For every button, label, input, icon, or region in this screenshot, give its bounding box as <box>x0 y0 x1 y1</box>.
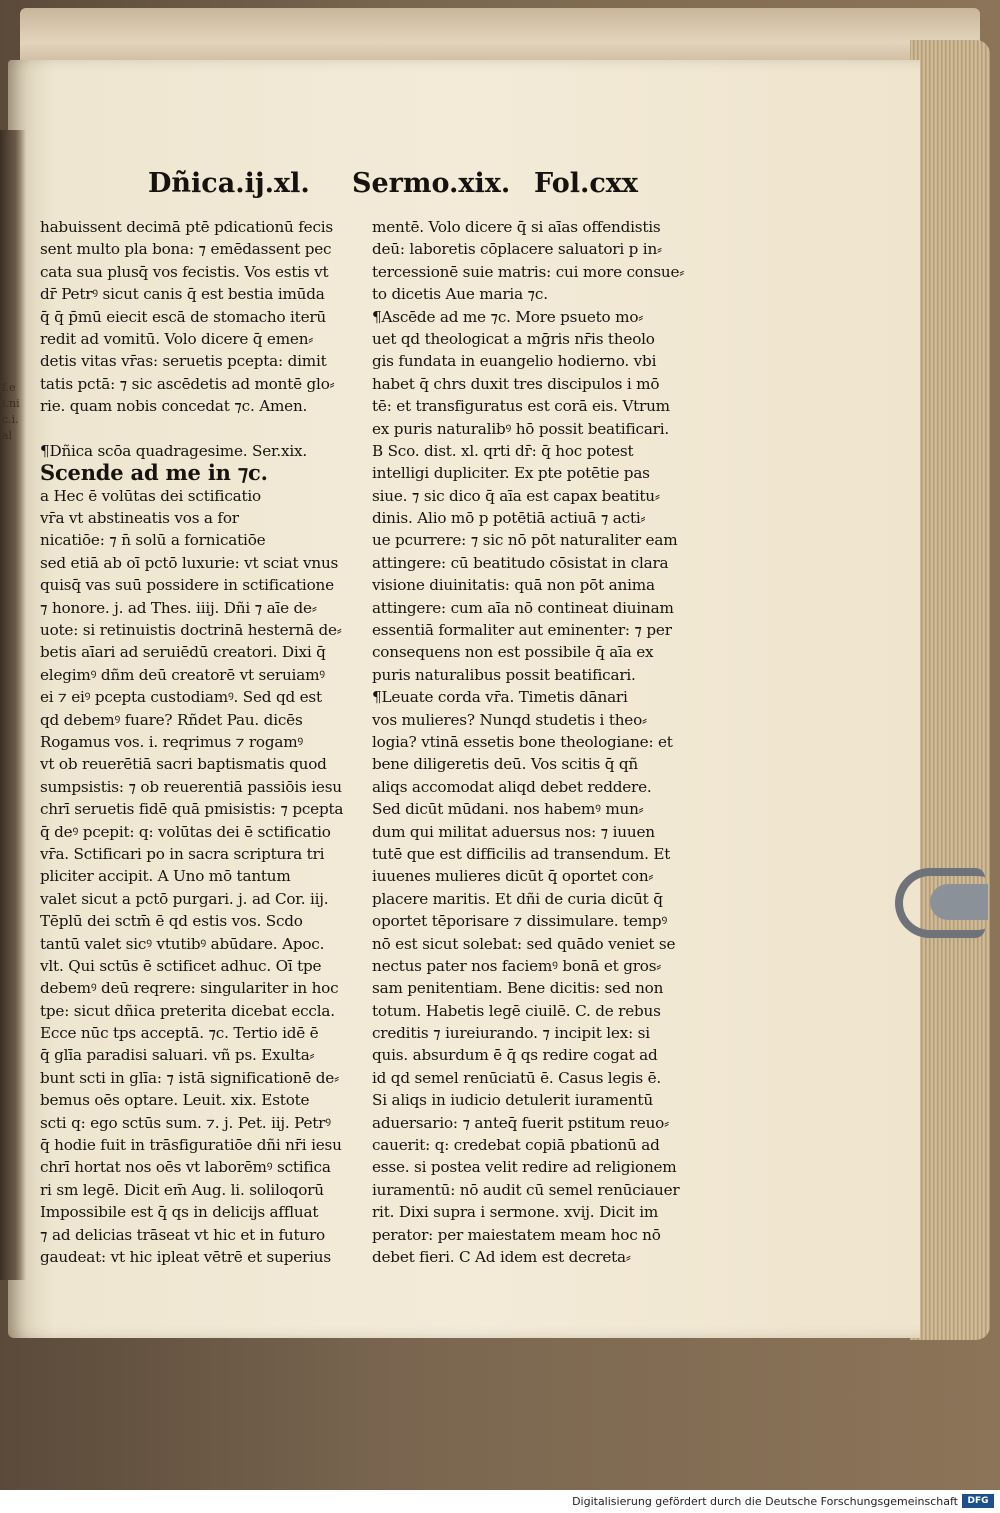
book-gutter <box>0 130 26 1280</box>
text-line: totum. Habetis legē ciuilē. C. de rebus <box>372 1001 661 1020</box>
text-line: puris naturalibus possit beatificari. <box>372 665 636 684</box>
text-line: consequens non est possibile q̄ aīa ex <box>372 643 654 662</box>
text-line: detis vitas vr̄as: seruetis pcepta: dimit <box>40 352 327 371</box>
text-line: Scende ad me in ⁊c. <box>40 462 268 485</box>
text-line: vt ob reuerētiā sacri baptismatis quod <box>40 755 327 774</box>
text-line: uet qd theologicat a mḡris nr̄is theolo <box>372 329 655 348</box>
gutter-text: f.ei.nic.i.al <box>2 381 20 442</box>
text-line: mentē. Volo dicere q̄ si aīas offendistis <box>372 218 661 236</box>
text-line: valet sicut a pctō purgari. j. ad Cor. iij. <box>40 889 329 908</box>
text-line: vr̄a vt abstineatis vos a for <box>40 509 239 528</box>
text-line: habuissent decimā ptē pdicationū fecis <box>40 218 334 236</box>
text-line: debemꝰ deū reqrere: singulariter in hoc <box>40 979 339 998</box>
text-line: q̄ glīa paradisi saluari. vñ ps. Exulta⸗ <box>40 1046 315 1065</box>
text-line: id qd semel renūciatū ē. Casus legis ē. <box>372 1068 662 1087</box>
text-line: quisq̄ vas suū possidere in sctificatione <box>40 576 334 595</box>
text-line: placere maritis. Et dñi de curia dicūt q̄ <box>372 889 663 908</box>
text-line: ei ⁊ eiꝰ pcepta custodiamꝰ. Sed qd est <box>40 688 322 707</box>
text-line: dum qui militat aduersus nos: ⁊ iuuen <box>372 822 655 841</box>
text-line: attingere: cum aīa nō contineat diuinam <box>372 598 674 617</box>
text-line: vos mulieres? Nunqd studetis i theo⸗ <box>372 710 647 729</box>
text-line: cauerit: q: credebat copiā pbationū ad <box>372 1136 660 1155</box>
text-line: debet fieri. C Ad idem est decreta⸗ <box>372 1247 631 1266</box>
text-line: rit. Dixi supra i sermone. xvij. Dicit im <box>372 1203 659 1222</box>
text-line: pliciter accipit. A Uno mō tantum <box>40 867 291 886</box>
text-line: Sed dicūt mūdani. nos habemꝰ mun⸗ <box>372 800 644 819</box>
text-line: q̄ hodie fuit in trāsfiguratiōe dñi nr̄i iesu <box>40 1136 342 1155</box>
text-line: chrī hortat nos oēs vt laborēmꝰ sctifica <box>40 1158 331 1177</box>
text-line: Impossibile est q̄ qs in delicijs affluat <box>40 1203 319 1222</box>
text-line: nectus pater nos faciemꝰ bonā et gros⸗ <box>372 956 662 975</box>
text-line: chrī seruetis fidē quā pmisistis: ⁊ pcepta <box>40 800 344 819</box>
text-line: esse. si postea velit redire ad religionem <box>372 1158 677 1177</box>
text-line: sumpsistis: ⁊ ob reuerentiā passiōis iesu <box>40 777 342 796</box>
text-line: tatis pctā: ⁊ sic ascēdetis ad montē glo⸗ <box>40 374 335 393</box>
book-top-edge <box>20 8 980 66</box>
text-line: perator: per maiestatem meam hoc nō <box>372 1225 661 1244</box>
text-line <box>40 418 370 440</box>
text-line: rie. quam nobis concedat ⁊c. Amen. <box>40 397 308 416</box>
text-line: betis aīari ad seruiēdū creatori. Dixi q̄ <box>40 643 326 662</box>
text-line: tercessionē suie matris: cui more consue⸗ <box>372 262 685 281</box>
text-line: sam penitentiam. Bene dicitis: sed non <box>372 979 664 998</box>
text-line: essentiā formaliter aut eminenter: ⁊ per <box>372 621 672 640</box>
text-line: vlt. Qui sctūs ē sctificet adhuc. Oī tpe <box>40 956 322 975</box>
footer-credit: Digitalisierung gefördert durch die Deutsche Forschungsgemeinschaft <box>572 1495 958 1508</box>
text-line: ¶Ascēde ad me ⁊c. More psueto mo⸗ <box>372 307 644 326</box>
text-line: sent multo pla bona: ⁊ emēdassent pec <box>40 240 332 259</box>
text-line: cata sua plusq̄ vos fecistis. Vos estis vt <box>40 262 329 281</box>
text-line: iuuenes mulieres dicūt q̄ oportet con⸗ <box>372 867 654 886</box>
text-line: aduersario: ⁊ anteq̄ fuerit pstitum reuo⸗ <box>372 1113 669 1132</box>
text-line: sed etiā ab oī pctō luxurie: vt sciat vnus <box>40 553 339 572</box>
dfg-logo: DFG <box>962 1494 994 1508</box>
text-line: quis. absurdum ē q̄ qs redire cogat ad <box>372 1046 658 1065</box>
text-line: aliqs accomodat aliqd debet reddere. <box>372 777 652 796</box>
text-line: bunt scti in glīa: ⁊ istā significationē de⸗ <box>40 1068 339 1087</box>
text-line: elegimꝰ dñm deū creatorē vt seruiamꝰ <box>40 665 325 684</box>
text-line: redit ad vomitū. Volo dicere q̄ emen⸗ <box>40 329 314 348</box>
page-clip-inner <box>930 884 988 920</box>
text-line: nicatiōe: ⁊ n̄ solū a fornicatiōe <box>40 531 266 550</box>
text-line: dr̄ Petrꝰ sicut canis q̄ est bestia imūda <box>40 285 325 304</box>
text-line: intelligi dupliciter. Ex pte potētie pas <box>372 464 650 483</box>
header-left: Dñica.ij.xl. <box>148 168 310 199</box>
running-header <box>140 168 840 208</box>
text-line: vr̄a. Sctificari po in sacra scriptura tri <box>40 844 325 863</box>
text-line: gaudeat: vt hic ipleat vētrē et superius <box>40 1247 331 1266</box>
text-line: tantū valet sicꝰ vtutibꝰ abūdare. Apoc. <box>40 934 325 953</box>
text-line: siue. ⁊ sic dico q̄ aīa est capax beatitu⸗ <box>372 486 660 505</box>
text-line: Tēplū dei sctm̄ ē qd estis vos. Scdo <box>40 912 303 931</box>
text-line: ue pcurrere: ⁊ sic nō pōt naturaliter eam <box>372 531 678 550</box>
text-line: Si aliqs in iudicio detulerit iuramentū <box>372 1091 653 1110</box>
text-line: q̄ q̄ p̄mū eiecit escā de stomacho iterū <box>40 307 327 326</box>
folio-number: Fol.cxx <box>534 168 638 199</box>
text-line: attingere: cū beatitudo cōsistat in clara <box>372 553 669 572</box>
text-line: gis fundata in euangelio hodierno. vbi <box>372 352 657 371</box>
text-line: a Hec ē volūtas dei sctificatio <box>40 486 262 505</box>
header-center: Sermo.xix. <box>352 168 511 199</box>
text-line: scti q: ego sctūs sum. ⁊. j. Pet. iij. Petrꝰ <box>40 1113 331 1132</box>
text-line: tpe: sicut dñica preterita dicebat eccla. <box>40 1001 335 1020</box>
text-line: ¶Dñica scōa quadragesime. Ser.xix. <box>40 441 308 460</box>
text-line: visione diuinitatis: quā non pōt anima <box>372 576 655 595</box>
text-line: ⁊ ad delicias trāseat vt hic et in futuro <box>40 1225 325 1244</box>
text-line: ri sm legē. Dicit em̄ Aug. li. soliloqorū <box>40 1180 324 1199</box>
text-line: oportet tēporisare ⁊ dissimulare. tempꝰ <box>372 912 668 931</box>
text-line: B Sco. dist. xl. qrti dr̄: q̄ hoc potest <box>372 441 634 460</box>
text-line: to dicetis Aue maria ⁊c. <box>372 285 548 304</box>
left-text-column <box>40 216 370 1268</box>
text-line: tutē que est difficilis ad transendum. Et <box>372 844 671 863</box>
text-line: Rogamus vos. i. reqrimus ⁊ rogamꝰ <box>40 732 304 751</box>
text-line: habet q̄ chrs duxit tres discipulos i mō <box>372 374 660 393</box>
text-line: deū: laboretis cōplacere saluatori p in⸗ <box>372 240 662 259</box>
text-line: ¶Leuate corda vr̄a. Timetis dānari <box>372 688 628 707</box>
text-line: iuramentū: nō audit cū semel renūciauer <box>372 1180 680 1199</box>
text-line: tē: et transfiguratus est corā eis. Vtrum <box>372 397 670 416</box>
text-line: nō est sicut solebat: sed quādo veniet se <box>372 934 676 953</box>
text-line: creditis ⁊ iureiurando. ⁊ incipit lex: si <box>372 1024 650 1043</box>
text-line: ex puris naturalibꝰ hō possit beatificari. <box>372 419 670 438</box>
text-line: logia? vtinā essetis bone theologiane: et <box>372 732 673 751</box>
text-line: q̄ deꝰ pcepit: q: volūtas dei ē sctificatio <box>40 822 331 841</box>
text-line: bemus oēs optare. Leuit. xix. Estote <box>40 1091 310 1110</box>
digitization-footer <box>0 1490 1000 1513</box>
text-line: Ecce nūc tps acceptā. ⁊c. Tertio idē ē <box>40 1024 319 1043</box>
text-line: dinis. Alio mō p potētiā actiuā ⁊ acti⸗ <box>372 509 646 528</box>
text-line: qd debemꝰ fuare? Rñdet Pau. dicēs <box>40 710 303 729</box>
text-line: uote: si retinuistis doctrinā hesternā de⸗ <box>40 621 342 640</box>
text-line: bene diligeretis deū. Vos scitis q̄ qñ <box>372 755 639 774</box>
text-line: ⁊ honore. j. ad Thes. iiij. Dñi ⁊ aīe de⸗ <box>40 598 317 617</box>
right-text-column <box>372 216 708 1268</box>
page-stack-edge <box>910 40 990 1340</box>
